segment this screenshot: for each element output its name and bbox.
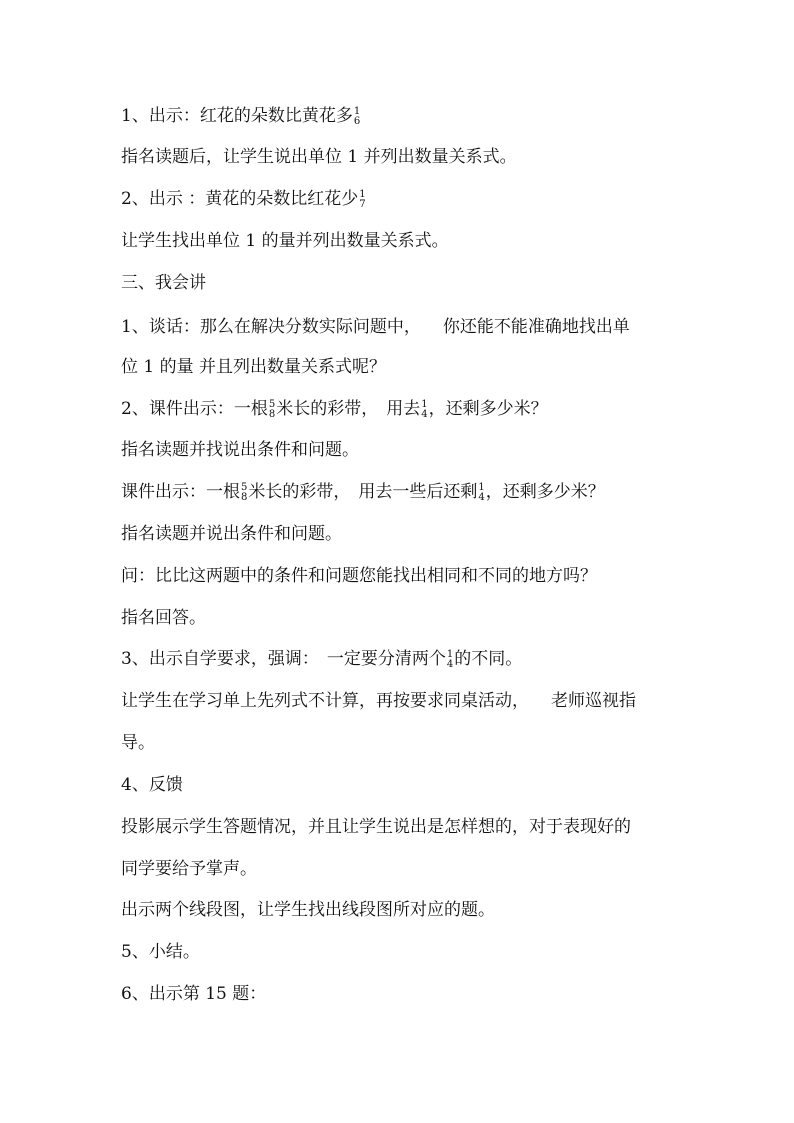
line-6	[121, 316, 721, 338]
numerator: 5	[268, 398, 276, 410]
line-1	[121, 105, 721, 127]
line-14	[121, 648, 721, 670]
denominator: 4	[421, 408, 428, 420]
line-10	[121, 481, 721, 503]
denominator: 6	[353, 115, 361, 127]
line-16: 导。	[121, 733, 155, 753]
text: 2、课件出示：一根	[121, 399, 268, 419]
text: 让学生在学习单上先列式不计算，再按要求同桌活动，	[121, 691, 529, 711]
text: 米长的彩带，	[276, 399, 379, 419]
line-15	[121, 690, 721, 712]
text: 1、谈话：那么在解决分数实际问题中，	[121, 317, 421, 337]
line-13: 指名回答。	[121, 608, 206, 628]
line-3	[121, 188, 721, 210]
fraction	[354, 107, 360, 127]
numerator: 1	[446, 648, 454, 660]
line-18: 投影展示学生答题情况，并且让学生说出是怎样想的，对于表现好的	[121, 817, 631, 837]
text: 你还能不能准确地找出单	[442, 317, 630, 337]
numerator: 5	[241, 481, 248, 493]
denominator: 8	[241, 491, 248, 503]
line-12: 问：比比这两题中的条件和问题您能找出相同和不同的地方吗？	[121, 566, 597, 586]
numerator: 1	[478, 481, 485, 493]
numerator: 1	[359, 188, 366, 200]
text: 老师巡视指	[551, 691, 636, 711]
denominator: 4	[446, 658, 454, 670]
line-17: 4、反馈	[121, 775, 183, 795]
line-2: 指名读题后，让学生说出单位 1 并列出数量关系式。	[121, 147, 517, 167]
line-9: 指名读题并找说出条件和问题。	[121, 440, 359, 460]
text: 一定要分清两个	[326, 649, 446, 669]
fraction	[421, 400, 427, 420]
fraction	[447, 650, 453, 670]
text: 用去一些后还剩	[358, 482, 478, 502]
line-4: 让学生找出单位 1 的量并列出数量关系式。	[121, 231, 449, 251]
line-21: 5、小结。	[121, 942, 200, 962]
line-11: 指名读题并说出条件和问题。	[121, 524, 342, 544]
text: 的不同。	[454, 649, 523, 669]
line-22: 6、出示第 15 题：	[121, 984, 267, 1004]
denominator: 4	[478, 491, 485, 503]
text: ，还剩多少米？	[485, 482, 605, 502]
numerator: 1	[421, 398, 428, 410]
line-7: 位 1 的量 并且列出数量关系式呢？	[121, 357, 387, 377]
text: 2、出示 ：黄花的朵数比红花少	[121, 189, 359, 209]
text: 1、出示：红花的朵数比黄花多	[121, 106, 353, 126]
denominator: 7	[359, 198, 366, 210]
fraction	[241, 483, 247, 503]
text: ，还剩多少米？	[428, 399, 548, 419]
text: 米长的彩带，	[248, 482, 351, 502]
fraction	[269, 400, 275, 420]
text: 3、出示自学要求，强调：	[121, 649, 319, 669]
denominator: 8	[268, 408, 276, 420]
text: 课件出示：一根	[121, 482, 240, 502]
section-heading: 三、我会讲	[121, 273, 206, 293]
numerator: 1	[353, 105, 361, 117]
line-19: 同学要给予掌声。	[121, 859, 257, 879]
line-20: 出示两个线段图，让学生找出线段图所对应的题。	[121, 900, 495, 920]
fraction	[359, 190, 365, 210]
text: 用去	[386, 399, 421, 419]
fraction	[478, 483, 484, 503]
line-8	[121, 398, 721, 420]
